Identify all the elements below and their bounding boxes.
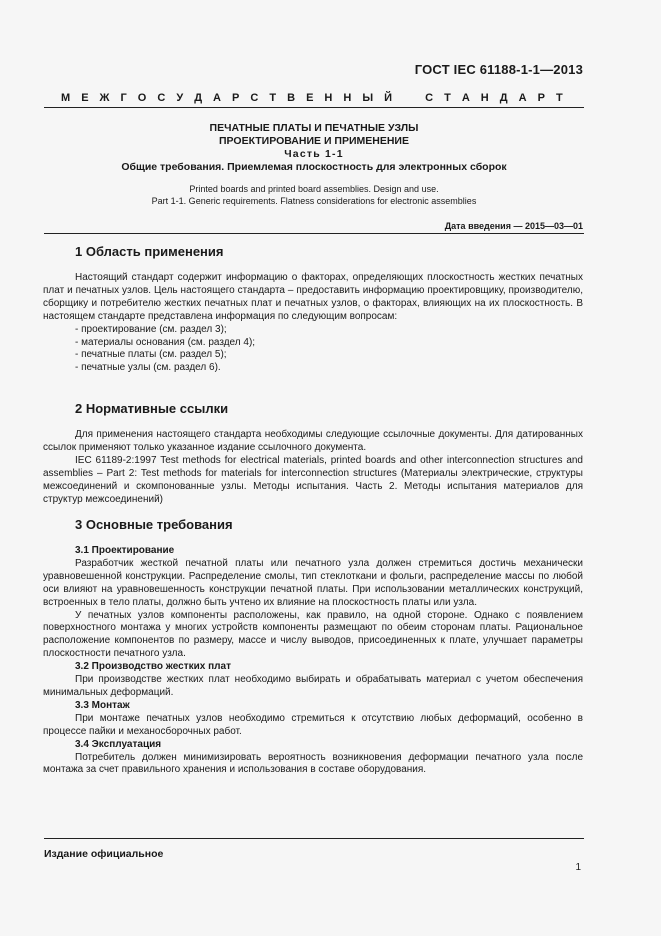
date-rule — [44, 233, 584, 234]
banner-letter: М — [61, 92, 71, 104]
banner-letter: Т — [444, 92, 451, 104]
section-2-heading: 2 Нормативные ссылки — [75, 401, 229, 416]
banner-letter: А — [461, 92, 470, 104]
banner-letter: С — [157, 92, 166, 104]
section-2-body — [43, 429, 583, 506]
english-title-2: Part 1-1. Generic requirements. Flatness considerations for electronic assemblies — [151, 196, 477, 206]
banner-letter: С — [250, 92, 259, 104]
banner-letter: О — [137, 92, 147, 104]
section-3-heading: 3 Основные требования — [75, 517, 233, 532]
section-1-body — [43, 272, 583, 375]
title-line-2: ПРОЕКТИРОВАНИЕ И ПРИМЕНЕНИЕ — [219, 135, 409, 147]
section-2-paragraph-2: IEC 61189-2:1997 Test methods for electrical materials, printed boards and other interconnection structures and assemblies – Part 2: Test methods for materials for interconnection structures (Материалы электрические, структуры межсоединений и скомпонованные узлы. Методы испытания. Часть 2. Методы испытания материалов для структур межсоединений) — [43, 454, 583, 505]
subsection-3-3-paragraph: При монтаже печатных узлов необходимо стремиться к отсутствию любых деформаций, особенно в процессе пайки и механосборочных работ. — [43, 712, 583, 737]
list-item: - проектирование (см. раздел 3); — [75, 323, 227, 335]
section-1-paragraph: Настоящий стандарт содержит информацию о факторах, определяющих плоскостность жестких печатных плат и печатных узлов. Цель настоящего стандарта – предоставить информацию проектировщику, производителю, сборщику и потребителю жестких печатных плат и печатных узлов, о факторах, влияющих на их плоскостность. В настоящем стандарте представлена информация по следующим вопросам: — [43, 272, 583, 322]
subsection-3-3-heading: 3.3 Монтаж — [75, 699, 130, 711]
section-3-body — [43, 545, 583, 777]
section-2-paragraph-1: Для применения настоящего стандарта необходимы следующие ссылочные документы. Для датированных ссылок применяют только указанное издание ссылочного документа. — [43, 429, 583, 453]
banner-letter: Р — [232, 92, 240, 104]
banner-letter: Т — [269, 92, 277, 104]
banner-letter: Й — [384, 92, 393, 104]
banner-letter: Р — [537, 92, 545, 104]
english-title-1: Printed boards and printed board assemblies. Design and use. — [189, 184, 439, 194]
subsection-3-1-paragraph-1: Разработчик жесткой печатной платы или печатного узла должен стремиться достичь механически уравновешенной конструкции. Распределение смолы, тип стеклоткани и фольги, распределение массы по любой оси влияют на уравновешенность конструкции печатной платы. При использовании металлических конструкций, встроенных в тело платы, должно быть учтено их влияние на плоскостность платы или узла. — [43, 557, 583, 608]
page-number: 1 — [575, 862, 581, 873]
subsection-3-4-heading: 3.4 Эксплуатация — [75, 738, 162, 750]
subsection-3-2-paragraph: При производстве жестких плат необходимо выбирать и обрабатывать материал с учетом обеспечения минимальных деформаций. — [43, 674, 583, 698]
footer-rule — [44, 838, 584, 839]
list-item: - печатные узлы (см. раздел 6). — [75, 362, 221, 374]
list-item: - материалы основания (см. раздел 4); — [75, 336, 256, 348]
banner-letter: Е — [81, 92, 89, 104]
banner-letter: Ж — [99, 92, 110, 104]
subsection-3-1-paragraph-2: У печатных узлов компоненты расположены, как правило, на одной стороне. Однако с появлением поверхностного монтажа у многих устройств компоненты размещают по обеим сторонам платы. Рациональное расположение компонентов по размеру, массе и числу выводов, присоединенных к плате, улучшает параметры плоскостности печатного узла. — [43, 609, 583, 660]
banner-letter: Ы — [362, 92, 374, 104]
banner-letter: Г — [120, 92, 127, 104]
banner-letter: Н — [480, 92, 489, 104]
interstate-standard-banner — [61, 92, 563, 104]
banner-letter: Д — [194, 92, 203, 104]
banner-letter: Д — [499, 92, 508, 104]
banner-letter: Е — [306, 92, 314, 104]
title-line-4: Общие требования. Приемлемая плоскостность для электронных сборок — [121, 161, 507, 173]
section-1-heading: 1 Область применения — [75, 244, 224, 259]
title-part: Часть 1-1 — [284, 148, 344, 160]
banner-letter: С — [425, 92, 434, 104]
banner-letter: Т — [555, 92, 563, 104]
subsection-3-1-heading: 3.1 Проектирование — [75, 545, 175, 556]
banner-letter: А — [518, 92, 527, 104]
subsection-3-2-heading: 3.2 Производство жестких плат — [75, 661, 231, 673]
list-item: - печатные платы (см. раздел 5); — [75, 349, 227, 361]
banner-letter: Н — [343, 92, 352, 104]
document-title-block — [44, 122, 584, 207]
banner-letter: А — [213, 92, 221, 104]
official-edition-label: Издание официальное — [44, 848, 164, 860]
document-code: ГОСТ IEC 61188-1-1—2013 — [414, 62, 583, 77]
header-rule — [44, 107, 584, 108]
banner-letter: В — [287, 92, 296, 104]
banner-letter: У — [176, 92, 184, 104]
effective-date: Дата введения — 2015—03—01 — [444, 221, 583, 231]
banner-letter: Н — [324, 92, 333, 104]
subsection-3-4-paragraph: Потребитель должен минимизировать вероятность возникновения деформации печатного узла после монтажа за счет правильного хранения и использования в составе оборудования. — [43, 751, 583, 776]
title-line-1: ПЕЧАТНЫЕ ПЛАТЫ И ПЕЧАТНЫЕ УЗЛЫ — [209, 122, 419, 134]
